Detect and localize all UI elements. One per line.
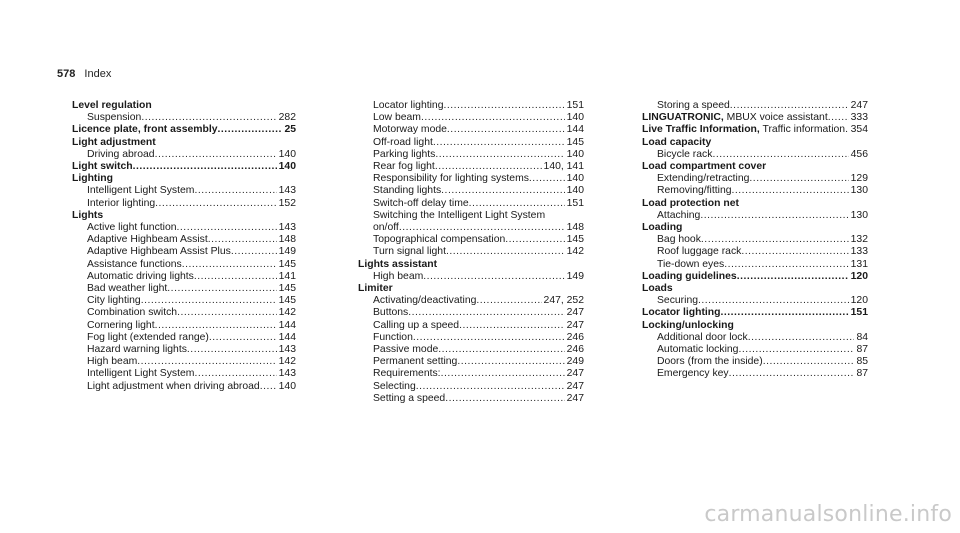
leader-dots [408,307,564,319]
index-entry[interactable] [358,246,584,258]
index-entry[interactable] [358,100,584,112]
page-reference: 148 [278,234,296,246]
page-reference: 152 [278,197,296,209]
page-reference: 133 [850,246,868,258]
index-entry[interactable] [642,368,868,380]
leader-dots [141,295,277,307]
page-reference: 140 [566,185,584,197]
index-entry[interactable] [72,320,296,332]
entry-label: Extending/retracting [657,173,750,185]
leader-dots [459,320,565,332]
index-entry[interactable] [642,356,868,368]
entry-label: Turn signal light [373,246,446,258]
page-reference: 247 [566,392,584,404]
page-reference: 130 [850,185,868,197]
page-reference: 145 [278,295,296,307]
entry-label: Driving abroad [87,148,155,160]
entry-sublabel: Switching the Intelligent Light System [373,209,546,221]
leader-dots [749,173,848,185]
entry-heading: Load protection net [642,197,739,209]
entry-label: Standing lights [373,185,442,197]
entry-label: Intelligent Light System [87,368,195,380]
page-reference: 247 [566,380,584,392]
page-reference: 141 [278,270,296,282]
page-reference: 145 [278,283,296,295]
index-entry[interactable] [358,124,584,136]
entry-label: Requirements: [373,368,441,380]
index-entry[interactable] [72,161,296,173]
leader-dots [828,112,849,124]
entry-label: Bicycle rack [657,148,713,160]
entry-label: Cornering light [87,319,155,331]
entry-label: High beam [87,356,138,368]
leader-dots [724,259,848,271]
entry-heading: LINGUATRONIC, [642,112,724,124]
page-reference: 140 [278,380,296,392]
leader-dots [435,161,542,173]
leader-dots [700,210,848,222]
entry-label [642,124,845,136]
leader-dots [155,198,277,210]
entry-label: Doors (from the inside) [657,356,763,368]
page-reference: 87 [856,368,868,380]
index-entry[interactable] [72,356,296,368]
entry-label: Adaptive Highbeam Assist Plus [87,246,231,258]
entry-sublabel: Traffic information [762,124,846,136]
entry-label: Function [373,331,413,343]
index-entry[interactable] [358,393,584,405]
entry-heading: Loads [642,283,673,295]
leader-dots [441,185,564,197]
entry-label: Responsibility for lighting systems [373,173,529,185]
entry-label: Activating/deactivating [373,295,477,307]
index-entry[interactable] [642,149,868,161]
index-entry[interactable] [642,271,868,283]
entry-label: Additional door lock [657,331,748,343]
leader-dots [177,307,277,319]
entry-label: Calling up a speed [373,319,460,331]
index-entry[interactable] [358,344,584,356]
leader-dots [399,222,565,234]
entry-label: Roof luggage rack [657,246,742,258]
index-entry[interactable] [358,222,584,234]
entry-label: Automatic locking [657,344,739,356]
page-reference: 456 [850,148,868,160]
entry-label: Bag hook [657,234,701,246]
leader-dots [177,222,277,234]
page-reference: 140 [278,161,296,173]
page-reference: 247 [566,368,584,380]
leader-dots [446,246,565,258]
entry-label: on/off [373,222,399,234]
entry-heading: Lights assistant [358,258,438,270]
leader-dots [438,344,564,356]
entry-label: Low beam [373,112,421,124]
leader-dots [729,368,855,380]
entry-label: Bad weather light [87,283,168,295]
page-reference: 142 [278,356,296,368]
index-entry[interactable] [72,149,296,161]
entry-label: Topographical compensation [373,234,506,246]
page-reference: 144 [278,331,296,343]
index-entry[interactable] [358,368,584,380]
index-entry[interactable] [642,124,868,136]
index-entry[interactable] [642,295,868,307]
index-entry[interactable] [642,332,868,344]
leader-dots [712,149,848,161]
page-reference: 140 [566,112,584,124]
entry-label: Removing/fitting [657,185,732,197]
entry-label: Loading guidelines [642,270,737,282]
page-number: 578 [57,68,76,80]
page-reference: 143 [278,344,296,356]
leader-dots [209,332,277,344]
entry-label: Emergency key [657,368,729,380]
page-header [57,68,111,80]
entry-label: Adaptive Highbeam Assist [87,234,208,246]
index-entry[interactable] [72,198,296,210]
index-entry[interactable] [72,332,296,344]
leader-dots [208,234,277,246]
page-reference: 142 [566,246,584,258]
entry-label: Assistance functions [87,258,182,270]
page-reference: 249 [566,356,584,368]
index-entry[interactable] [72,222,296,234]
page-reference: 145 [566,136,584,148]
leader-dots [738,344,854,356]
page-reference: 131 [850,258,868,270]
leader-dots [155,320,277,332]
index-entry[interactable] [358,161,584,173]
page-reference: 140 [566,173,584,185]
entry-heading: Loading [642,222,683,234]
leader-dots [730,100,849,112]
leader-dots [445,393,564,405]
page-reference: 151 [850,307,868,319]
entry-label: Suspension [87,112,142,124]
index-entry[interactable] [642,259,868,271]
leader-dots [141,112,276,124]
page-reference: 247 [850,100,868,111]
page-reference: 145 [566,234,584,246]
entry-label: Parking lights [373,148,436,160]
index-entry[interactable] [642,234,868,246]
entry-label: Off-road light [373,136,433,148]
leader-dots [443,100,564,112]
index-entry[interactable] [358,271,584,283]
entry-heading: Limiter [358,283,393,295]
leader-dots [505,234,564,246]
index-entry[interactable] [72,271,296,283]
entry-label: Selecting [373,380,416,392]
leader-dots [447,124,565,136]
entry-label: Intelligent Light System [87,185,195,197]
entry-label: Licence plate, front assembly [72,124,218,136]
entry-label: Locator lighting [373,100,444,111]
entry-label: Securing [657,295,699,307]
entry-heading: Light adjustment [72,136,156,148]
page-reference: 148 [566,222,584,234]
leader-dots [469,198,565,210]
index-entry[interactable] [358,149,584,161]
index-entry[interactable] [72,234,296,246]
index-entry[interactable] [642,307,868,319]
page-reference: 151 [566,197,584,209]
index-entry[interactable] [72,283,296,295]
leader-dots [476,295,541,307]
entry-heading: Live Traffic Information, [642,124,760,136]
leader-dots [441,368,565,380]
entry-heading: Locking/unlocking [642,319,734,331]
page-reference: 247 [566,319,584,331]
leader-dots [194,368,276,380]
entry-label: Passive mode [373,344,439,356]
index-entry[interactable] [642,173,868,185]
page-reference: 282 [278,112,296,124]
index-entry[interactable] [72,124,296,136]
page-reference: 143 [278,185,296,197]
leader-dots [194,271,277,283]
entry-heading: Load compartment cover [642,161,767,173]
leader-dots [748,332,855,344]
page-reference: 140 [278,148,296,160]
page-reference: 354 [850,124,868,136]
index-entry[interactable] [642,246,868,258]
entry-label: Light switch [72,161,133,173]
index-column-1 [72,100,296,393]
leader-dots [194,185,276,197]
leader-dots [721,307,849,319]
page-reference: 149 [278,246,296,258]
leader-dots [260,381,277,393]
entry-label: Buttons [373,307,409,319]
page-reference: 149 [566,270,584,282]
entry-heading: Lighting [72,173,113,185]
leader-dots [413,332,565,344]
index-entry[interactable] [642,112,868,124]
leader-dots [423,271,564,283]
entry-heading: Load capacity [642,136,712,148]
index-entry[interactable] [358,137,584,149]
index-entry[interactable] [72,381,296,393]
page-reference: 120 [850,295,868,307]
entry-label: High beam [373,270,424,282]
index-entry[interactable] [358,332,584,344]
index-entry[interactable] [72,246,296,258]
page-reference: 246 [566,344,584,356]
entry-label: Tie-down eyes [657,258,725,270]
index-entry[interactable] [72,368,296,380]
index-entry[interactable] [642,185,868,197]
entry-label: City lighting [87,295,141,307]
leader-dots [701,234,849,246]
page-reference: 25 [284,124,296,136]
leader-dots [218,124,283,136]
leader-dots [457,356,564,368]
page-reference: 84 [856,331,868,343]
leader-dots [187,344,277,356]
index-entry[interactable] [72,112,296,124]
page-reference: 144 [278,319,296,331]
entry-heading: Lights [72,209,104,221]
entry-label: Automatic driving lights [87,270,194,282]
leader-dots [182,259,277,271]
leader-dots [167,283,276,295]
index-entry[interactable] [358,234,584,246]
page-reference: 132 [850,234,868,246]
index-entry[interactable] [72,259,296,271]
page-reference: 87 [856,344,868,356]
page-reference: 145 [278,258,296,270]
entry-label: Setting a speed [373,392,446,404]
entry-heading: Level regulation [72,100,152,111]
entry-label: Rear fog light [373,161,435,173]
index-entry[interactable] [358,185,584,197]
leader-dots [416,381,565,393]
leader-dots [231,246,277,258]
page-reference: 144 [566,124,584,136]
leader-dots [133,161,277,173]
index-entry[interactable] [358,295,584,307]
leader-dots [741,246,848,258]
page-reference: 246 [566,331,584,343]
entry-label: Attaching [657,209,701,221]
index-entry[interactable] [72,344,296,356]
entry-label: Combination switch [87,307,178,319]
entry-label: Hazard warning lights [87,344,187,356]
leader-dots [155,149,277,161]
page-reference: 130 [850,209,868,221]
entry-sublabel: MBUX voice assistant [726,112,828,124]
watermark: carmanualsonline.info [704,502,952,527]
page-reference: 333 [850,112,868,124]
page-reference: 143 [278,368,296,380]
page-reference: 129 [850,173,868,185]
leader-dots [763,356,855,368]
entry-label: Light adjustment when driving abroad [87,380,260,392]
leader-dots [737,271,849,283]
leader-dots [732,185,849,197]
index-column-3 [642,100,868,381]
page-reference: 142 [278,307,296,319]
index-entry[interactable] [358,381,584,393]
index-entry[interactable] [358,112,584,124]
index-entry[interactable] [358,320,584,332]
leader-dots [435,149,564,161]
leader-dots [433,137,565,149]
index-entry[interactable] [358,173,584,185]
entry-label: Locator lighting [642,307,721,319]
page-reference: 143 [278,222,296,234]
entry-label: Permanent setting [373,356,458,368]
leader-dots [421,112,565,124]
index-entry[interactable] [358,307,584,319]
entry-label: Fog light (extended range) [87,331,209,343]
entry-label: Motorway mode [373,124,447,136]
index-entry[interactable] [72,307,296,319]
index-column-2 [358,100,584,405]
index-entry[interactable] [72,185,296,197]
page-reference: 85 [856,356,868,368]
index-entry[interactable] [642,100,868,112]
page-reference: 247, 252 [543,295,584,307]
section-title: Index [84,68,112,80]
entry-label: Interior lighting [87,197,156,209]
index-entry[interactable] [358,198,584,210]
entry-label: Storing a speed [657,100,730,111]
entry-label: Active light function [87,222,177,234]
leader-dots [529,173,565,185]
page-reference: 140, 141 [543,161,584,173]
index-entry[interactable] [642,344,868,356]
page-reference: 140 [566,148,584,160]
index-entry[interactable] [642,210,868,222]
entry-label [642,112,828,124]
page-reference: 247 [566,307,584,319]
page-reference: 120 [850,270,868,282]
entry-label: Switch-off delay time [373,197,469,209]
page-reference: 151 [566,100,584,111]
index-entry[interactable] [358,356,584,368]
leader-dots [137,356,276,368]
index-entry[interactable] [72,295,296,307]
leader-dots [698,295,849,307]
